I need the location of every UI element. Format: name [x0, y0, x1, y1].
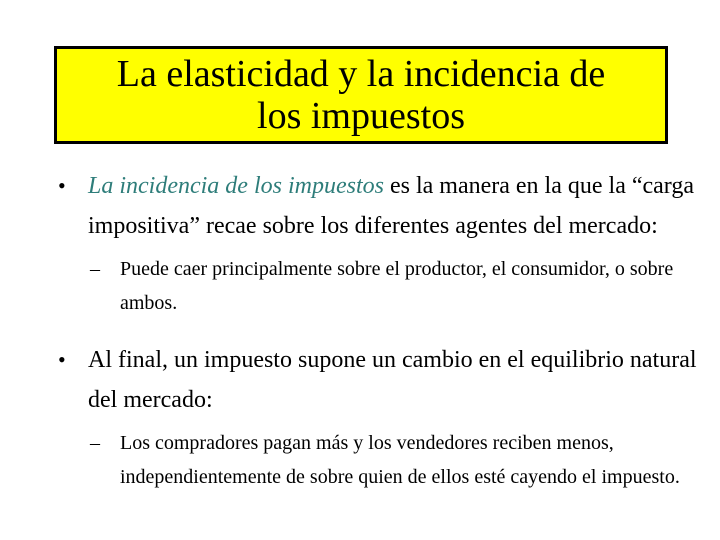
sub-bullet-item — [58, 252, 698, 320]
sub-bullet-marker: – — [90, 432, 100, 454]
bullet-item — [58, 340, 698, 420]
bullet-emphasis: La incidencia de los impuestos — [88, 173, 384, 199]
bullet-list — [58, 166, 698, 494]
bullet-text: Al final, un impuesto supone un cambio en el equilibrio natural del mercado: — [88, 347, 697, 413]
bullet-item — [58, 166, 698, 246]
bullet-text: es la manera en la que la “carga impositiva” recae sobre los diferentes agentes del mercado: — [88, 173, 695, 239]
slide-title-line-2: los impuestos — [257, 95, 465, 137]
bullet-marker: • — [58, 173, 66, 198]
sub-bullet-text: Los compradores pagan más y los vendedores reciben menos, independientemente de sobre quien de ellos esté cayendo el impuesto. — [120, 432, 680, 488]
slide-title-line-1: La elasticidad y la incidencia de — [116, 53, 606, 95]
sub-bullet-marker: – — [90, 258, 100, 280]
sub-bullet-text: Puede caer principalmente sobre el productor, el consumidor, o sobre ambos. — [120, 258, 674, 314]
sub-bullet-item — [58, 426, 698, 494]
slide-title — [54, 46, 668, 144]
bullet-marker: • — [58, 347, 66, 372]
